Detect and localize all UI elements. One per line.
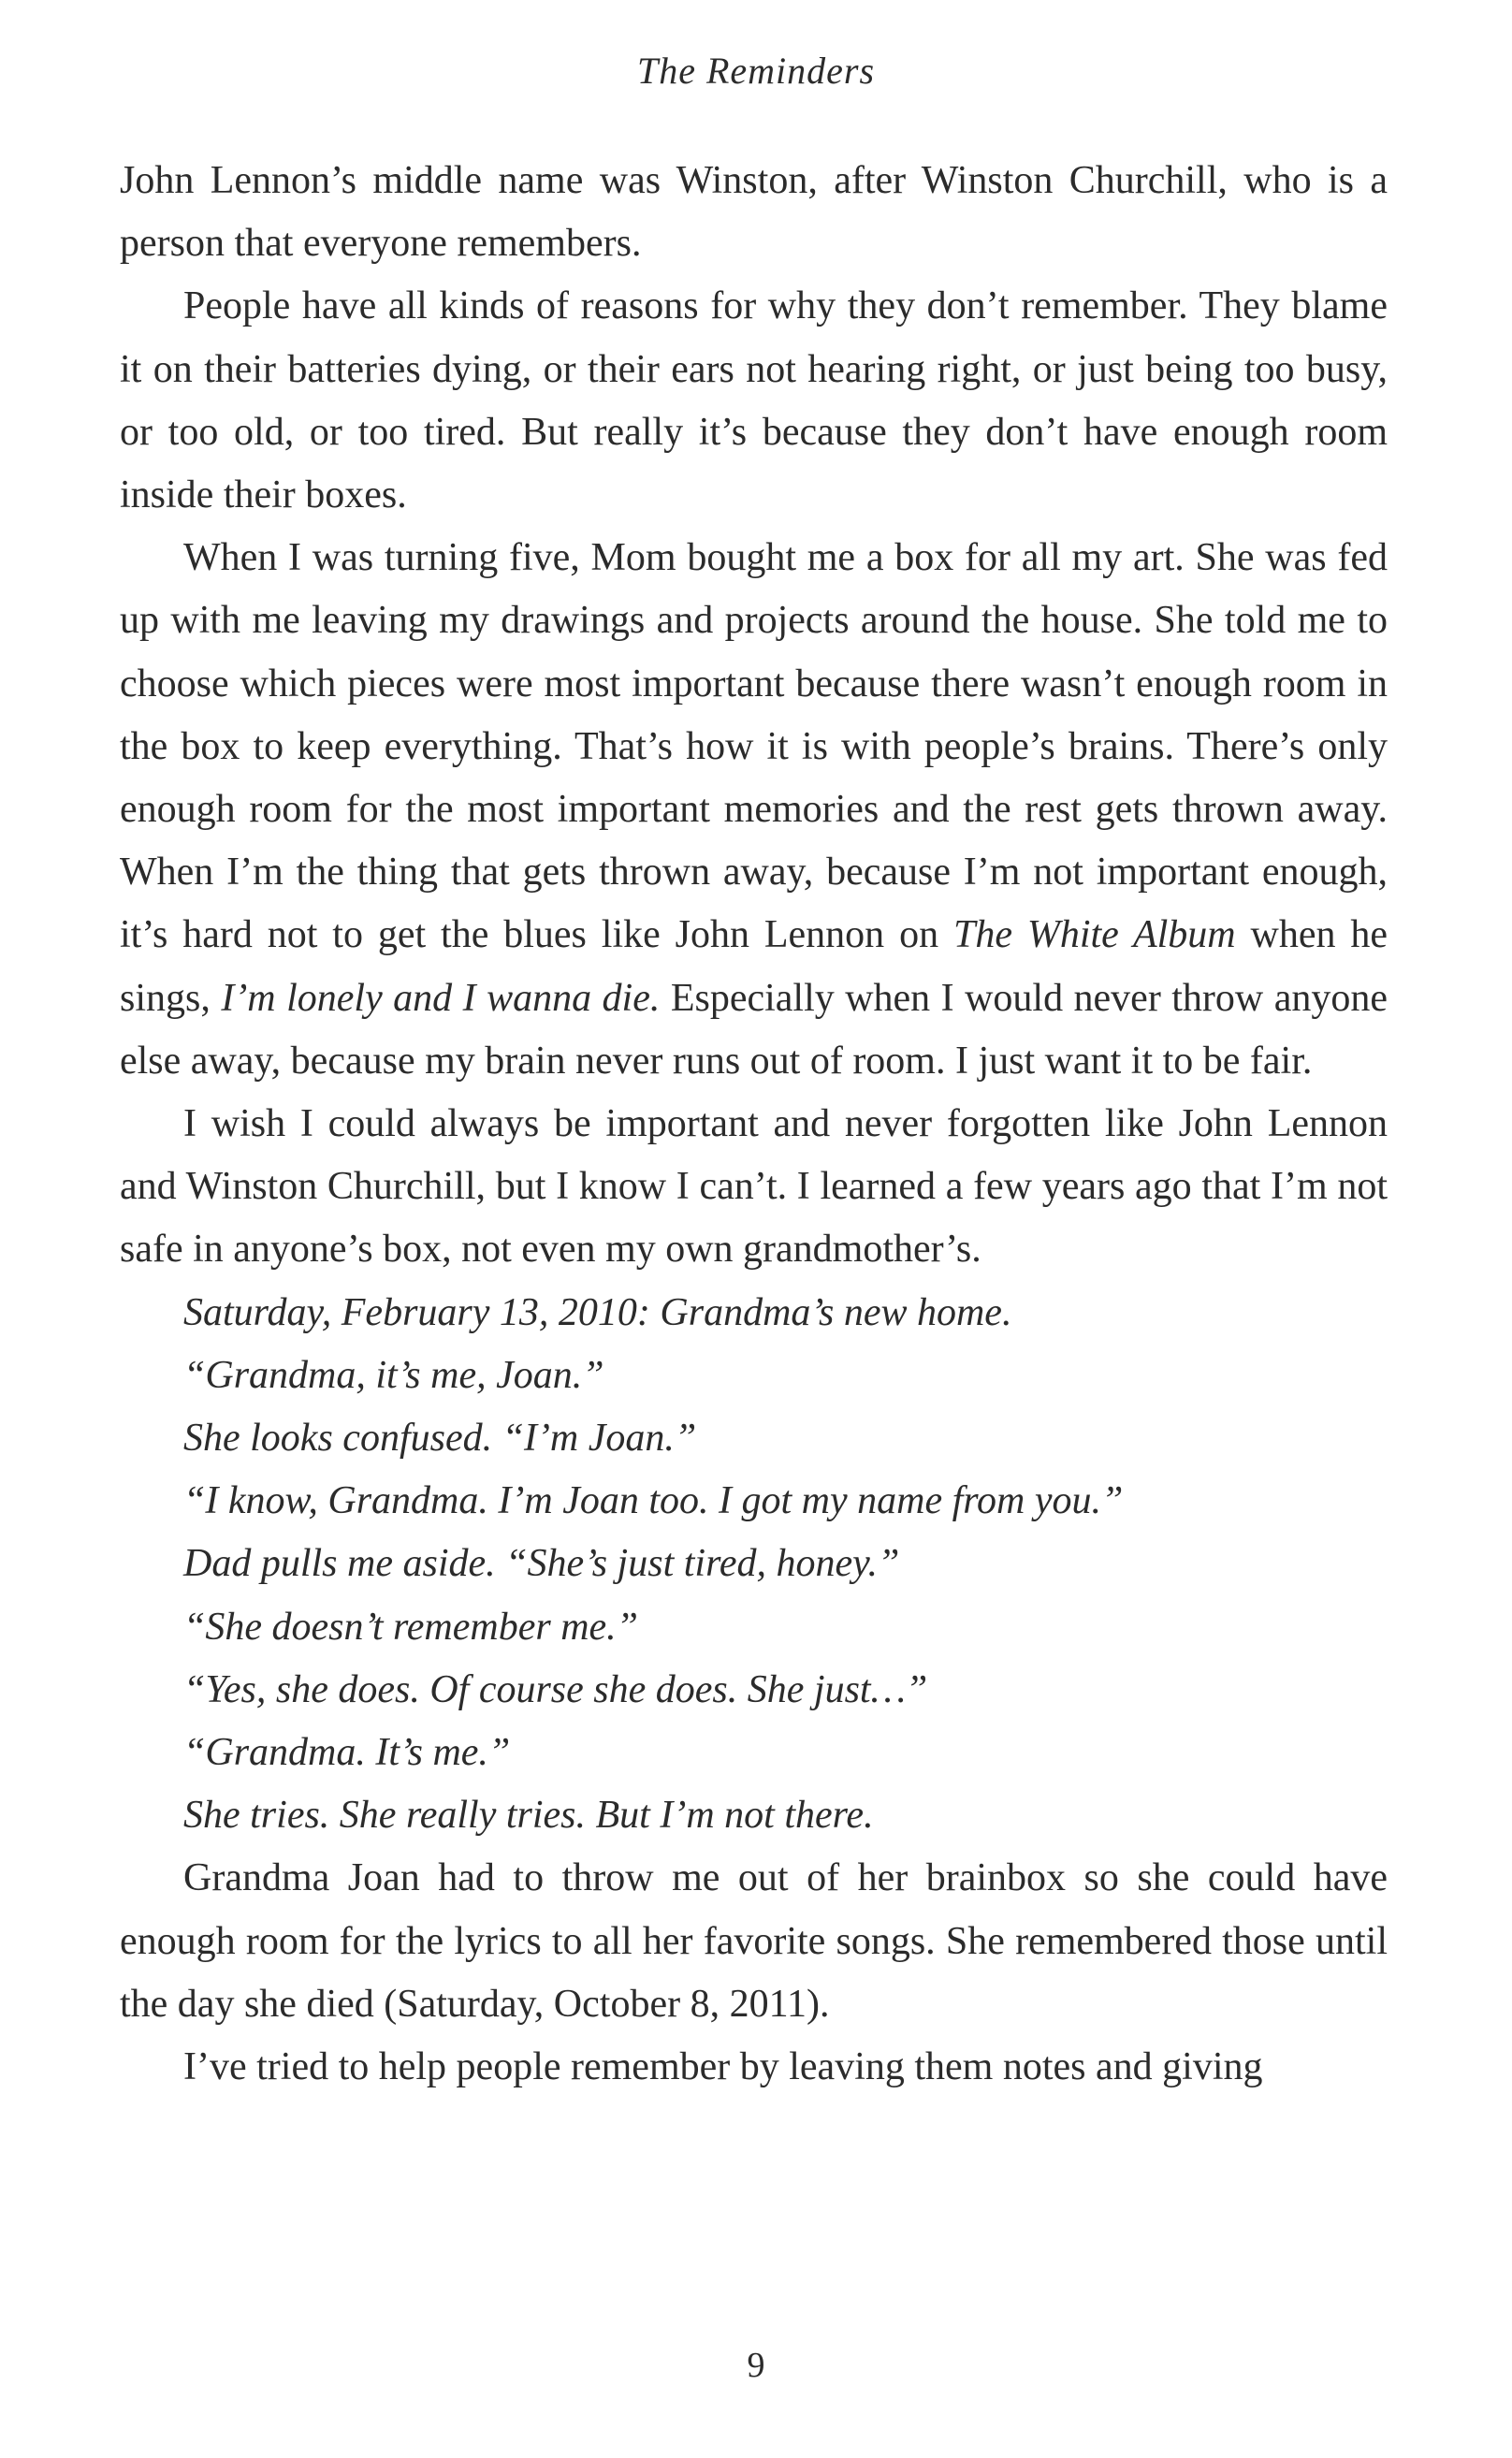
- song-lyric: I’m lonely and I wanna die.: [221, 976, 661, 1020]
- memory-line: “Grandma, it’s me, Joan.”: [183, 1353, 604, 1397]
- paragraph-3-part-c: Especially when I would never throw anyone else away, because my brain never runs out of room. I just want it to be fair.: [120, 976, 1388, 1083]
- paragraph-5: Grandma Joan had to throw me out of her brainbox so she could have enough room for the lyrics to all her favorite songs. She remembered those until the day she died (Saturday, October 8, 2011).: [120, 1856, 1388, 2026]
- body-text: [120, 150, 1388, 2099]
- memory-line: “Grandma. It’s me.”: [183, 1731, 511, 1775]
- memory-line: She tries. She really tries. But I’m not there.: [183, 1794, 874, 1838]
- paragraph-3: [120, 527, 1388, 1093]
- memory-line: She looks confused. “I’m Joan.”: [183, 1417, 697, 1461]
- memory-line: “I know, Grandma. I’m Joan too. I got my name from you.”: [183, 1479, 1124, 1523]
- paragraph-2: People have all kinds of reasons for why they don’t remember. They blame it on their batteries dying, or their ears not hearing right, or just being too busy, or too old, or too tired. But really it’s because they don’t have enough room inside their boxes.: [120, 284, 1388, 517]
- memory-line: Dad pulls me aside. “She’s just tired, honey.”: [183, 1542, 900, 1586]
- memory-line-date: Saturday, February 13, 2010: Grandma’s new home.: [183, 1290, 1012, 1334]
- paragraph-4: I wish I could always be important and never forgotten like John Lennon and Winston Churchill, but I know I can’t. I learned a few years ago that I’m not safe in anyone’s box, not even my own grandmother’s.: [120, 1102, 1388, 1272]
- album-title: The White Album: [952, 913, 1236, 957]
- memory-line: “She doesn’t remember me.”: [183, 1605, 639, 1649]
- paragraph-3-part-a: When I was turning five, Mom bought me a box for all my art. She was fed up with me leaving my drawings and projects around the house. She told me to choose which pieces were most important because there wasn’t enough room in the box to keep everything. That’s how it is with people’s brains. There’s only enough room for the most important memories and the rest gets thrown away. When I’m the thing that gets thrown away, because I’m not important enough, it’s hard not to get the blues like John Lennon on: [120, 536, 1388, 957]
- page-number: 9: [747, 2346, 765, 2385]
- running-head: The Reminders: [636, 50, 876, 92]
- paragraph-6: I’ve tried to help people remember by leaving them notes and giving: [183, 2045, 1263, 2089]
- paragraph-3-part-b: when he sings,: [120, 913, 1388, 1020]
- paragraph-1: John Lennon’s middle name was Winston, after Winston Churchill, who is a person that everyone remembers.: [120, 159, 1388, 266]
- memory-line: “Yes, she does. Of course she does. She just…”: [183, 1667, 928, 1711]
